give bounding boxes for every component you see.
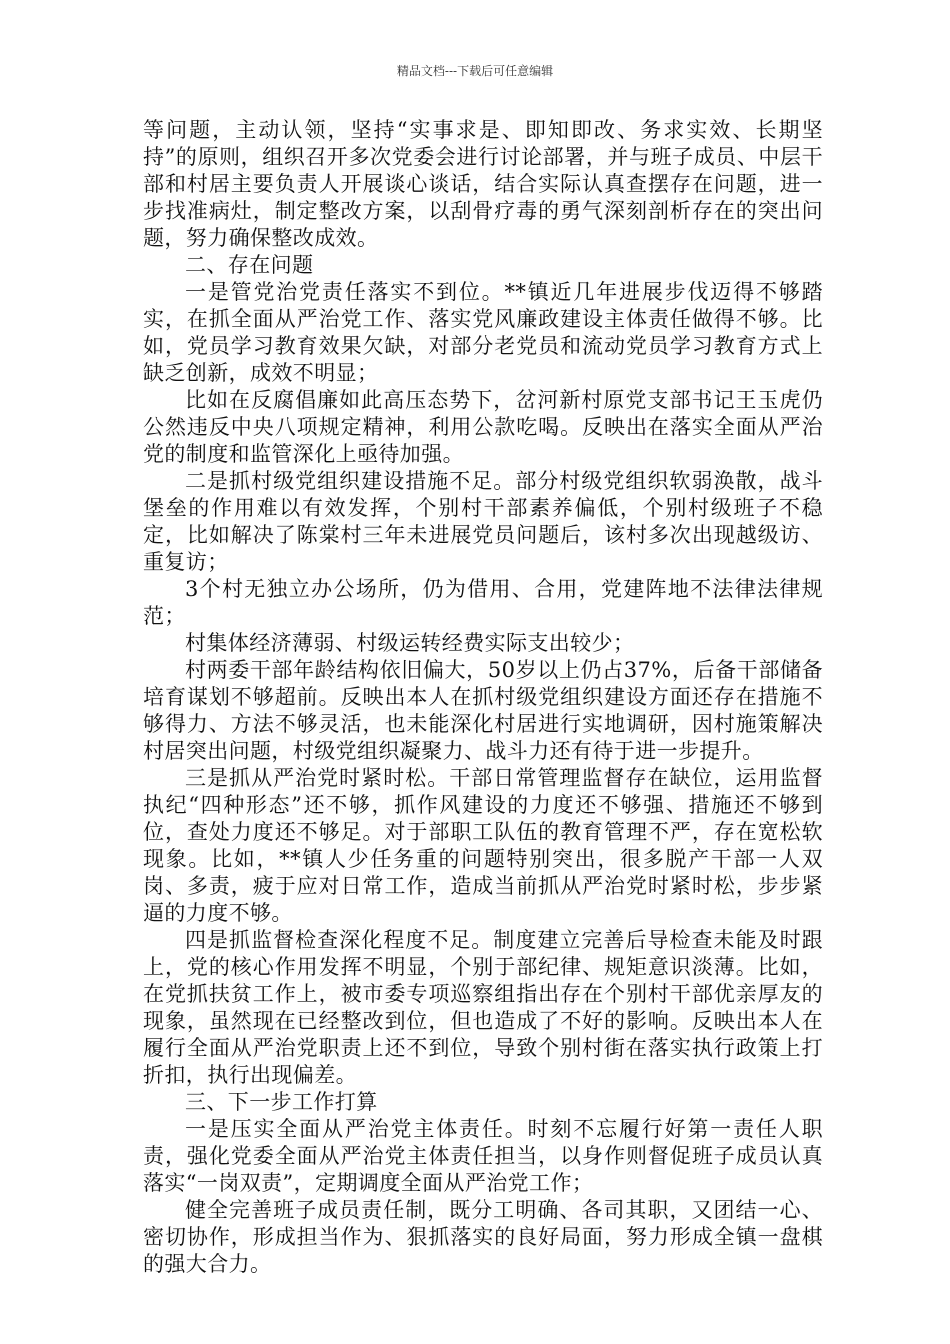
paragraph-problem-four: 四是抓监督检查深化程度不足。制度建立完善后导检查未能及时跟上，党的核心作用发挥不明显，个别于部纪律、规矩意识淡薄。比如，在党抓扶贫工作上，被市委专项巡察组指出存在个别村干部优亲厚友的现象，虽然现在已经整改到位，但也造成了不好的影响。反映出本人在履行全面从严治党职责上还不到位，导致个别村街在落实执行政策上打折扣，执行出现偏差。 xyxy=(143,928,823,1087)
paragraph-village-economy: 村集体经济薄弱、村级运转经费实际支出较少； xyxy=(185,631,635,655)
paragraph-intro-continuation: 等问题，主动认领，坚持“实事求是、即知即改、务求实效、长期坚持”的原则，组织召开多次党委会进行讨论部署，并与班子成员、中层干部和村居主要负责人开展谈心谈话，结合实际认真查摆存在问题，进一步找准病灶，制定整改方案，以刮骨疗毒的勇气深刻剖析存在的突出问题，努力确保整改成效。 xyxy=(143,118,823,250)
paragraph-cadre-age: 村两委干部年龄结构依旧偏大，50岁以上仍占37%，后备干部储备培育谋划不够超前。反映出本人在抓村级党组织建设方面还存在措施不够得力、方法不够灵活，也未能深化村居进行实地调研，因村施策解决村居突出问题，村级党组织凝聚力、战斗力还有待于进一步提升。 xyxy=(143,658,823,763)
paragraph-problem-three: 三是抓从严治党时紧时松。干部日常管理监督存在缺位，运用监督执纪“四种形态”还不够，抓作风建设的力度还不够强、措施还不够到位，查处力度还不够足。对于部职工队伍的教育管理不严，存在宽松软现象。比如，**镇人少任务重的问题特别突出，很多脱产干部一人双岗、多责，疲于应对日常工作，造成当前抓从严治党时紧时松，步步紧逼的力度不够。 xyxy=(143,766,823,925)
section-heading-existing-problems: 二、存在问题 xyxy=(185,253,314,277)
paragraph-plan-one-detail: 健全完善班子成员责任制，既分工明确、各司其职，又团结一心、密切协作，形成担当作为、狠抓落实的良好局面，努力形成全镇一盘棋的强大合力。 xyxy=(143,1198,823,1276)
paragraph-problem-two: 二是抓村级党组织建设措施不足。部分村级党组织软弱涣散，战斗堡垒的作用难以有效发挥，个别村干部素养偏低，个别村级班子不稳定，比如解决了陈棠村三年未进展党员问题后，该村多次出现越级访、重复访； xyxy=(143,469,823,574)
paragraph-problem-one-example: 比如在反腐倡廉如此高压态势下，岔河新村原党支部书记王玉虎仍公然违反中央八项规定精神，利用公款吃喝。反映出在落实全面从严治党的制度和监管深化上亟待加强。 xyxy=(143,388,823,466)
paragraph-office-space: 3个村无独立办公场所，仍为借用、合用，党建阵地不法律法律规范； xyxy=(143,577,823,628)
paragraph-problem-one: 一是管党治党责任落实不到位。**镇近几年进展步伐迈得不够踏实，在抓全面从严治党工作、落实党风廉政建设主体责任做得不够。比如，党员学习教育效果欠缺，对部分老党员和流动党员学习教育方式上缺乏创新，成效不明显； xyxy=(143,280,823,385)
paragraph-plan-one: 一是压实全面从严治党主体责任。时刻不忘履行好第一责任人职责，强化党委全面从严治党主体责任担当，以身作则督促班子成员认真落实“一岗双责”，定期调度全面从严治党工作； xyxy=(143,1117,823,1195)
section-heading-next-steps: 三、下一步工作打算 xyxy=(185,1090,378,1114)
page-header: 精品文档---下载后可任意编辑 xyxy=(396,64,554,78)
document-body xyxy=(143,117,823,1278)
